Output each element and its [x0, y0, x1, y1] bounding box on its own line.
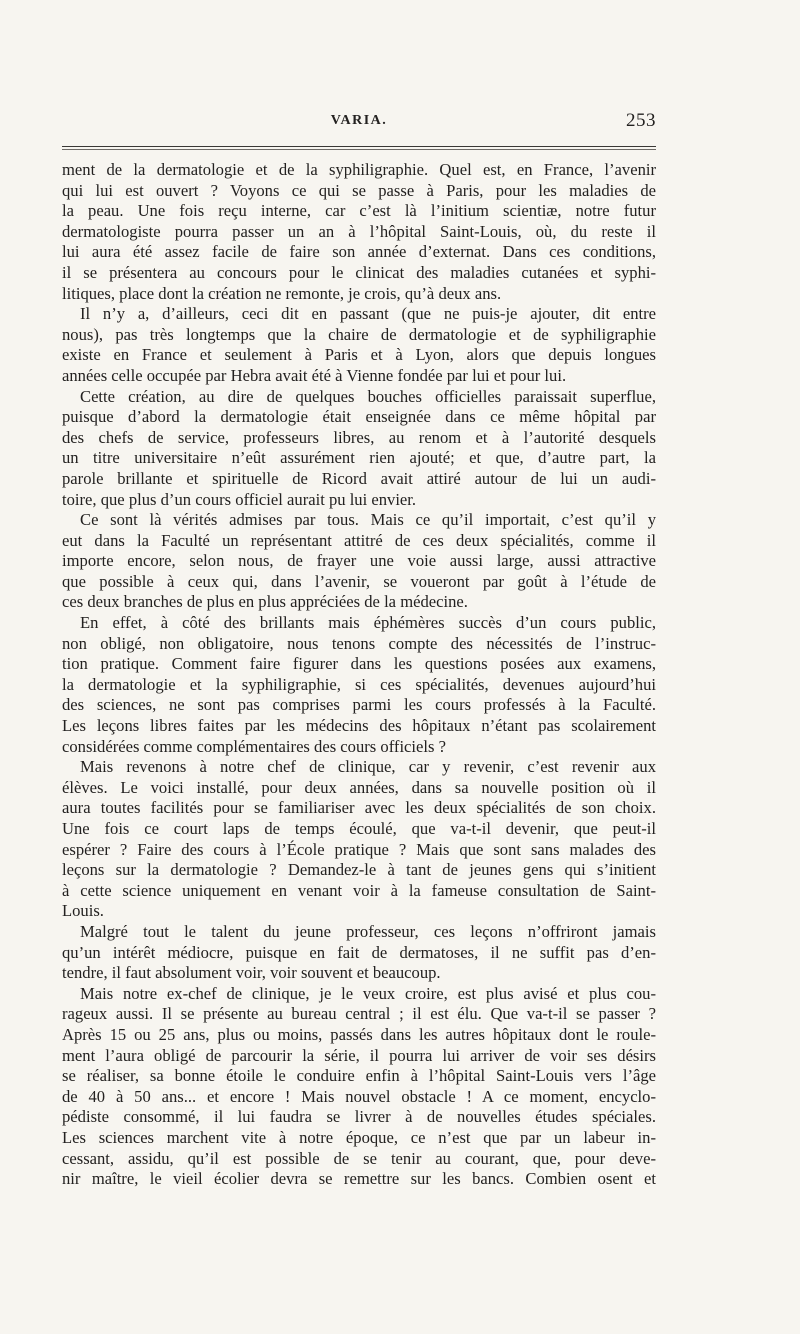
text-line: Une fois ce court laps de temps écoulé, que va-t-il devenir, que peut-il [62, 819, 656, 838]
text-line: que possible à ceux qui, dans l’avenir, se voueront par goût à l’étude de [62, 571, 656, 591]
text-line: se réaliser, sa bonne étoile le conduire enfin à l’hôpital Saint-Louis vers l’âge [62, 1066, 656, 1086]
text-line: Les leçons libres faites par les médecins des hôpitaux n’étant pas scolairement [62, 716, 656, 736]
text-line: un titre universitaire n’eût assurément rien ajouté; et que, d’autre part, la [62, 448, 656, 468]
text-line: rageux aussi. Il se présente au bureau central ; il est élu. Que va-t-il se passer ? [62, 1004, 656, 1024]
text-line: Ce sont là vérités admises par tous. Mais ce qu’il importait, c’est qu’il y [80, 510, 656, 530]
body-text [62, 160, 656, 1190]
text-line: qui lui est ouvert ? Voyons ce qui se passe à Paris, pour les maladies de [62, 180, 656, 200]
text-line: Après 15 ou 25 ans, plus ou moins, passés dans les autres hôpitaux dont le roule- [62, 1024, 656, 1044]
text-line: toire, que plus d’un cours officiel aurait pu lui envier. [62, 489, 417, 509]
running-head [62, 110, 656, 137]
text-line: tendre, il faut absolument voir, voir souvent et beaucoup. [62, 963, 441, 983]
text-line: Mais notre ex-chef de clinique, je le veux croire, est plus avisé et plus cou- [80, 983, 656, 1003]
text-line: eut dans la Faculté un représentant attitré de ces deux spécialités, comme il [62, 530, 656, 550]
text-line: ment de la dermatologie et de la syphiligraphie. Quel est, en France, l’avenir [62, 160, 656, 179]
text-line: dermatologiste pourra passer un an à l’hôpital Saint-Louis, où, du reste il [62, 221, 656, 241]
text-line: En effet, à côté des brillants mais éphémères succès d’un cours public, [80, 613, 656, 633]
text-line: parole brillante et spirituelle de Ricord avait attiré autour de lui un audi- [62, 468, 656, 488]
text-line: Cette création, au dire de quelques bouches officielles paraissait superflue, [80, 386, 656, 406]
text-line: puisque d’abord la dermatologie était enseignée dans ce même hôpital par [62, 407, 656, 427]
text-line: Mais revenons à notre chef de clinique, car y revenir, c’est revenir aux [80, 757, 656, 777]
text-line: espérer ? Faire des cours à l’École pratique ? Mais que sont sans malades des [62, 839, 656, 859]
text-line: non obligé, non obligatoire, nous tenons compte des nécessités de l’instruc- [62, 633, 656, 653]
text-line: nir maître, le vieil écolier devra se remettre sur les bancs. Combien osent et [62, 1169, 656, 1189]
text-line: tion pratique. Comment faire figurer dans les questions posées aux examens, [62, 654, 656, 674]
text-line: lui aura été assez facile de faire son année d’externat. Dans ces conditions, [62, 242, 656, 262]
text-line: nous), pas très longtemps que la chaire de dermatologie et de syphiligraphie [62, 324, 656, 344]
text-line: élèves. Le voici installé, pour deux années, dans sa nouvelle position où il [62, 777, 656, 797]
text-line: la dermatologie et la syphiligraphie, si ces spécialités, devenues aujourd’hui [62, 674, 656, 694]
text-line: considérées comme complémentaires des cours officiels ? [62, 736, 446, 756]
header-rule-thin [62, 149, 656, 150]
text-line: des sciences, ne sont pas comprises parmi les cours professés à la Faculté. [62, 695, 656, 715]
text-line: cessant, assidu, qu’il est possible de se tenir au courant, que, pour deve- [62, 1148, 656, 1168]
text-line: des chefs de service, professeurs libres, au renom et à l’autorité desquels [62, 427, 656, 447]
text-line: il se présentera au concours pour le clinicat des maladies cutanées et syphi- [62, 262, 656, 282]
text-line: leçons sur la dermatologie ? Demandez-le à tant de jeunes gens qui s’initient [62, 860, 656, 880]
page-number: 253 [626, 110, 656, 131]
text-line: qu’un intérêt médiocre, puisque en fait de dermatoses, il ne suffit pas d’en- [62, 942, 656, 962]
text-line: pédiste consommé, il lui faudra se livrer à de nouvelles études spéciales. [62, 1107, 656, 1127]
text-line: Malgré tout le talent du jeune professeur, ces leçons n’offriront jamais [80, 921, 656, 941]
text-line: ces deux branches de plus en plus appréciées de la médecine. [62, 592, 468, 612]
text-line: années celle occupée par Hebra avait été à Vienne fondée par lui et pour lui. [62, 365, 567, 385]
text-line: Il n’y a, d’ailleurs, ceci dit en passant (que ne puis-je ajouter, dit entre [80, 304, 656, 324]
text-line: aura toutes facilités pour se familiariser avec les deux spécialités de son choix. [62, 798, 656, 818]
text-line: à cette science uniquement en venant voir à la fameuse consultation de Saint- [62, 880, 656, 900]
text-line: importe encore, selon nous, de frayer une voie aussi large, aussi attractive [62, 551, 656, 571]
text-line: ment l’aura obligé de parcourir la série, il pourra lui arriver de voir ses désirs [62, 1045, 656, 1065]
text-line: litiques, place dont la création ne remonte, je crois, qu’à deux ans. [62, 283, 502, 303]
text-line: existe en France et seulement à Paris et à Lyon, alors que depuis longues [62, 345, 656, 365]
text-line: Les sciences marchent vite à notre époque, ce n’est que par un labeur in- [62, 1127, 656, 1147]
header-rule [62, 146, 656, 147]
text-line: de 40 à 50 ans... et encore ! Mais nouvel obstacle ! A ce moment, encyclo- [62, 1086, 656, 1106]
text-line: Louis. [62, 901, 104, 921]
running-head-title: VARIA. [330, 113, 388, 128]
text-line: la peau. Une fois reçu interne, car c’est là l’initium scientiæ, notre futur [62, 201, 656, 221]
